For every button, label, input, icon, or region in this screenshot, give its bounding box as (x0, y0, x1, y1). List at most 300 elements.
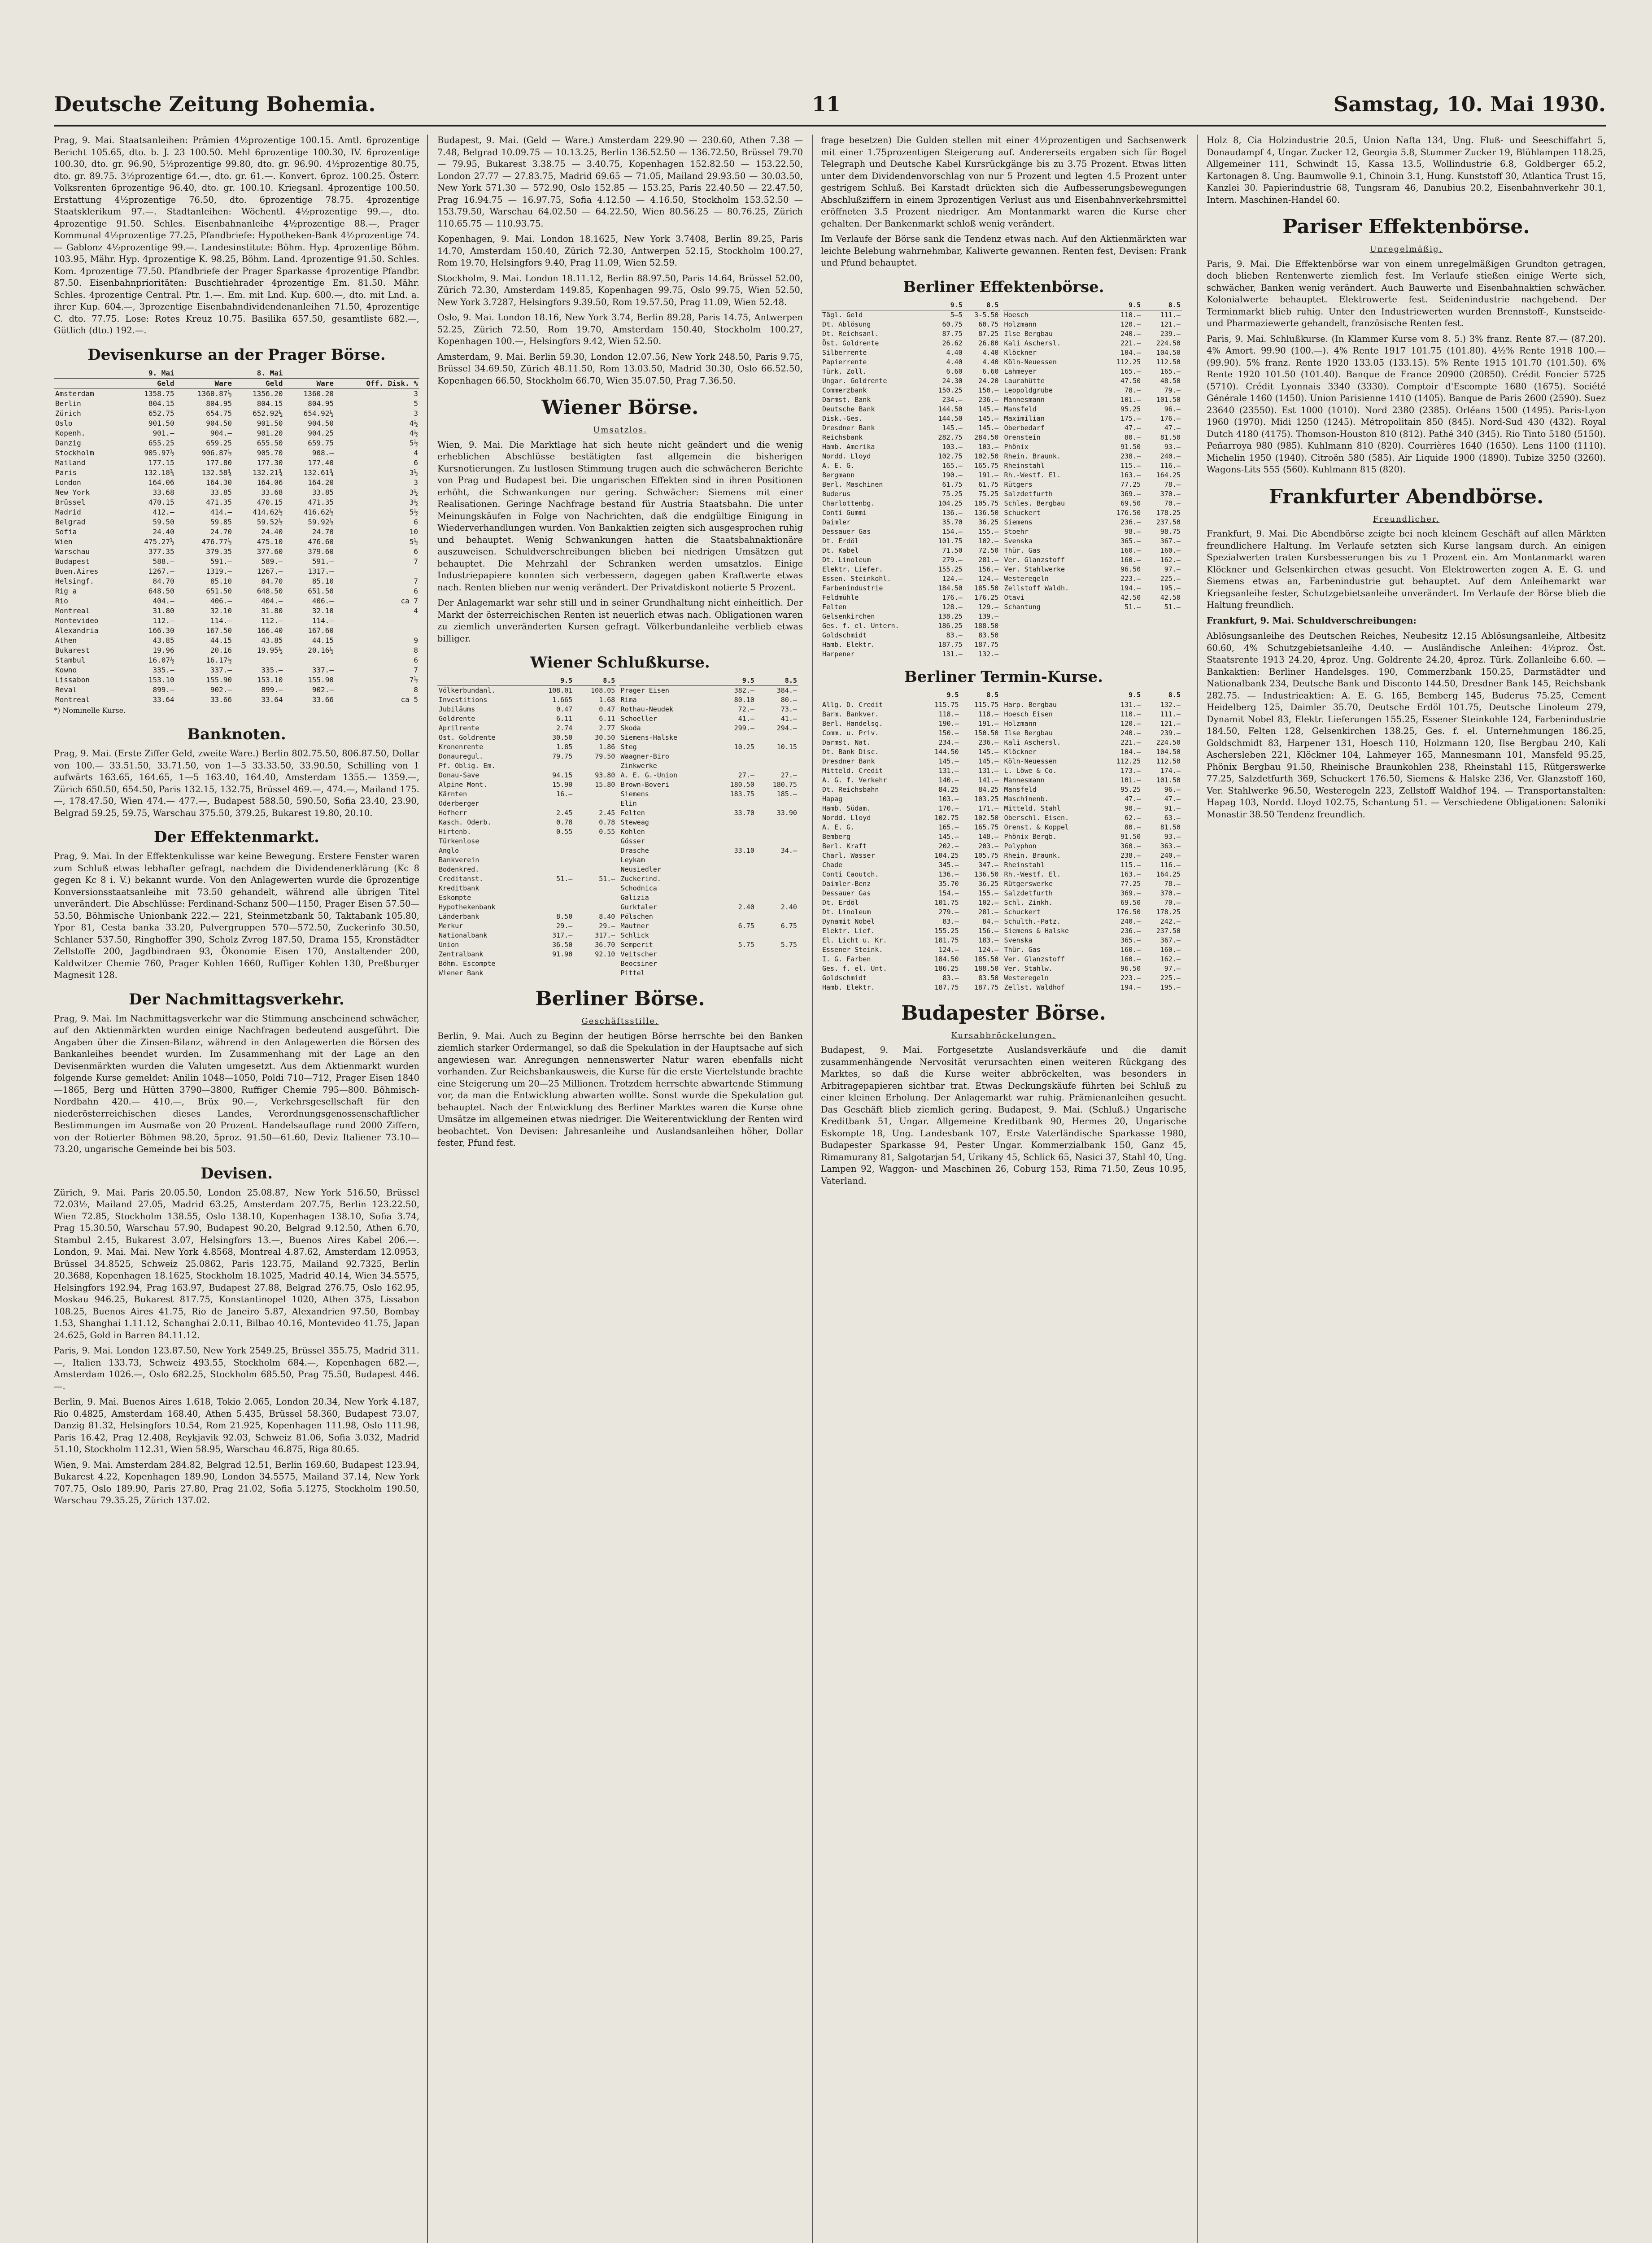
table-cell: Rh.-Westf. El. (1004, 870, 1061, 878)
table-cell: 337.— (312, 665, 334, 674)
table-row (54, 517, 419, 527)
table-cell: 648.50 (257, 586, 283, 595)
table-cell: 202.— (938, 842, 959, 850)
table-cell: 132.21¾ (253, 468, 283, 477)
table-cell: Rhein. Braunk. (1004, 851, 1061, 860)
table-cell: 102.50 (974, 813, 999, 822)
table-cell: Dresdner Bank (822, 757, 875, 765)
table-cell: 187.75 (974, 640, 999, 649)
table-row (1003, 555, 1182, 565)
table-cell: 145.— (978, 405, 999, 413)
table-cell: 110.— (1120, 310, 1141, 319)
table-cell: 470.15 (257, 497, 283, 506)
table-cell: 165.— (942, 461, 963, 470)
column-header: 8. Mai (233, 368, 284, 379)
table-cell: 165.— (1120, 367, 1141, 375)
column-header: Ware (176, 378, 233, 388)
table-cell: 203.— (978, 842, 999, 850)
table-row (821, 823, 1000, 832)
table-cell: 155.25 (938, 565, 963, 573)
table-row (1003, 358, 1182, 367)
table-cell: 95.25 (1120, 405, 1141, 413)
column-divider (812, 135, 813, 2243)
table-cell: 118.— (978, 710, 999, 718)
table-cell (233, 655, 284, 665)
table-row (54, 428, 419, 438)
table-cell: 8.40 (599, 912, 615, 921)
table-cell: 162.— (1160, 955, 1181, 963)
table-cell (756, 733, 798, 742)
table-cell: 140.— (938, 776, 959, 784)
table-cell: 223.— (1120, 574, 1141, 583)
table-row (821, 574, 1000, 584)
table-cell: Alexandria (55, 626, 99, 635)
table-cell: 141.— (978, 776, 999, 784)
table-row (821, 546, 1000, 555)
table-row (1003, 310, 1182, 320)
table-cell: 187.75 (974, 983, 999, 991)
table-cell: Oberschl. Eisen. (1004, 813, 1069, 822)
table-row (1003, 480, 1182, 489)
table-cell: 162.— (1160, 555, 1181, 564)
table-row (1003, 710, 1182, 719)
table-cell (531, 884, 574, 893)
table-cell: 148.— (978, 832, 999, 841)
table-cell: 234.— (942, 395, 963, 404)
table-cell: 115.75 (934, 700, 959, 709)
table-cell: 221.— (1120, 339, 1141, 347)
table-row (1003, 945, 1182, 955)
table-cell: 75.25 (978, 489, 999, 498)
table-row (437, 950, 616, 959)
stockholm-devisen: Stockholm, 9. Mai. London 18.11.12, Berlin 88.97.50, Paris 14.64, Brüssel 52.00, Zürich 72.30, Amsterdam 149.85, Kopenhagen 99.75, Oslo 99.75, Wien 52.50, New York 3.7287, Helsingfors 9.39.50, Rom 19.57.50, Prag 11.09, Wien 52.48. (437, 273, 803, 307)
table-cell: 173.— (1120, 766, 1141, 775)
table-cell: 51.— (599, 875, 615, 883)
table-cell: 31.80 (153, 606, 174, 615)
table-cell: 145.— (978, 757, 999, 765)
table-row (1003, 574, 1182, 584)
table-cell: Creditanst. (439, 875, 484, 883)
table-row (821, 395, 1000, 405)
table-cell: 41.— (738, 715, 754, 723)
table-cell: Stambul (55, 655, 86, 664)
table-cell: 71.50 (942, 546, 963, 554)
table-row (1003, 329, 1182, 339)
table-cell: Bodenkred. (439, 865, 479, 873)
wiener-schlusskurse-heading: Wiener Schlußkurse. (530, 654, 710, 672)
table-cell: Ver. Stahlw. (1004, 964, 1053, 973)
table-cell: Schulth.-Patz. (1004, 917, 1061, 925)
table-cell: 335.— (261, 665, 283, 674)
table-cell: 904.25 (308, 428, 334, 437)
table-cell: Oberbedarf (1004, 423, 1045, 432)
devisen-wien: Wien, 9. Mai. Amsterdam 284.82, Belgrad 12.51, Berlin 169.60, Budapest 123.94, Bukarest 4.22, Kopenhagen 189.90, London 34.5575, Mailand 37.14, New York 707.75, Oslo 189.90, Paris 27.80, Prag 21.02, Sofia 5.1275, Stockholm 190.50, Warschau 79.35.25, Zürich 137.02. (54, 1459, 419, 1506)
table-cell: Gelsenkirchen (822, 612, 875, 620)
table-cell: 59.85 (210, 517, 232, 526)
table-cell: Leykam (620, 856, 645, 864)
table-cell: Dessauer Gas (822, 527, 871, 536)
table-cell (756, 837, 798, 846)
table-cell: Goldrente (439, 715, 475, 723)
table-cell: 85.10 (210, 576, 232, 585)
frankfurter-schuld-text: Ablösungsanleihe des Deutschen Reiches, Neubesitz 12.15 Ablösungsanleihe, Altbesitz 60.60, 4% Schutzgebietsanleihe 4.40. — Ausländische Anleihen: 4½proz. Öst. Staatsrente 1913 24.20, 4proz. Ung. Goldrente 24.20, 4proz. Türk. Zollanleihe 6.60. — Bankaktien: Berliner Handelsges. 190, Commerzbank 150.25, Darmstädter und Nationalbank 234, Deutsche Bank und Disconto 144.50, Dresdner Bank 145, Reichsbank 282.75. — Industrieaktien: A. E. G. 165, Bemberg 145, Buderus 75.25, Cement Heidelberg 125, Daimler 35.70, Deutsche Erdöl 101.75, Deutsche Linoleum 279, Dynamit Nobel 83, Elektr. Lieferungen 155.25, Essener Steinkohle 124, Farbenindustrie 184.50, Felten 128, Gelsenkirchen 138.25, Ges. f. el. Unternehmungen 186.25, Goldschmidt 83, Harpener 131, Hoesch 110, Holzmann 120, Ilse Bergbau 240, Kali Aschersleben 221, Klöckner 104, Lahmeyer 165, Mannesmann 101, Mansfeld 95.25, Phönix Bergbau 91.50, Rheinische Braunkohlen 238, Rheinstahl 115, Rütgerswerke 77.25, Salzdetfurth 369, Schuckert 176.50, Siemens & Halske 236, Ver. Glanzstoff 160, Ver. Stahlwerke 96.50, Westeregeln 223, Zellstoff Waldhof 194. — Transportanstalten: Hapag 103, Nordd. Lloyd 102.75, Schantung 51. — Verschiedene Obligationen: Saloniki Monastir 38.50 Tendenz freundlich. (1207, 631, 1606, 820)
table-cell: 238.— (1120, 452, 1141, 460)
table-cell: 360.— (1120, 842, 1141, 850)
table-cell: Oderberger (439, 799, 479, 807)
table-row (54, 557, 419, 567)
table-cell: Feldmühle (822, 593, 859, 602)
table-cell: Kärnten (439, 790, 467, 798)
pariser-schlusskurse: Paris, 9. Mai. Schlußkurse. (In Klammer Kurse vom 8. 5.) 3% franz. Rente 87.— (87.20). 4% Amort. 99.90 (100.—). 4% Rente 1917 101.75 (101.80). 4½% Rente 1918 100.— (99.90). 5% franz. Rente 1920 133.05 (133.15). 5% Rente 1915 101.70 (101.50). 6% Rente 1920 101.50 (101.40). Banque de France 20900 (20850). Crédit Foncier 5725 (5710). Crédit Lyonnais 3340 (3330). Comptoir d'Escompte 1680 (1675). Société Générale 1460 (1450). Union Parisienne 1410 (1405). Banque de Paris 2600 (2590). Suez 23640 (23550). Est 1000 (1010). Nord 2380 (2385). Orléans 1500 (1495). Paris-Lyon 1960 (1970). Midi 1250 (1245). Métropolitain 850 (845). Nord-Sud 430 (432). Royal Dutch 4180 (4175). Thomson-Houston 810 (812). Pathé 340 (345). Rio Tinto 5180 (5150). Peñarroya 980 (985). Kuhlmann 810 (820). Courrières 1640 (1650). Lens 1100 (1110). Michelin 1950 (1940). Citroën 580 (585). Air Liquide 1900 (1890). Tubize 3250 (3260). Wagons-Lits 555 (560). Kuhlmann 815 (820). (1207, 333, 1606, 475)
table-row (1003, 785, 1182, 794)
table-cell: 804.95 (206, 399, 232, 408)
table-cell: Comm. u. Priv. (822, 729, 879, 737)
table-cell: 164.06 (148, 478, 174, 487)
table-cell (574, 761, 616, 771)
table-cell: 174.— (1160, 766, 1181, 775)
table-cell: 150.— (938, 729, 959, 737)
table-cell: Ver. Glanzstoff (1004, 555, 1065, 564)
table-cell: 20.16 (210, 646, 232, 655)
table-cell: 132.61¾ (303, 468, 334, 477)
table-cell: Lissabon (55, 675, 90, 684)
table-row (619, 761, 798, 771)
table-cell: Dt. Bank Disc. (822, 747, 879, 756)
table-cell (335, 626, 419, 636)
table-cell: 1.86 (599, 743, 615, 751)
table-cell: Berl. Handelsg. (822, 719, 883, 728)
table-row (821, 747, 1000, 757)
table-cell: Bemberg (822, 832, 851, 841)
table-row (821, 339, 1000, 348)
table-cell: 102.75 (934, 813, 959, 822)
table-cell: 24.70 (210, 527, 232, 536)
table-row (437, 808, 616, 818)
table-cell: 6 (414, 655, 418, 664)
table-row (619, 714, 798, 724)
table-cell: Stockholm (55, 448, 94, 457)
table-cell: 35.70 (942, 518, 963, 526)
pariser-text: Paris, 9. Mai. Die Effektenbörse war von einem unregelmäßigen Grundton getragen, doch blieben Rentenwerte ziemlich fest. Im Verlaufe stießen einige Werte sich, schwächer, Banken wenig verändert. Auch Bauwerte und Eisenbahnaktien schwächer. Kolonialwerte behauptet. Elektrowerte fest. Seidenindustrie nachgebend. Der Terminmarkt blieb ruhig. Unter den Industriewerten wurden Brennstoff-, Kunstseide- und Pharmaziewerte gehandelt, französische Renten fest. (1207, 258, 1606, 328)
table-cell: 60.75 (942, 320, 963, 328)
table-cell: 33.66 (210, 695, 232, 704)
table-row (1003, 386, 1182, 395)
table-row (54, 646, 419, 655)
table-row (1003, 423, 1182, 433)
table-cell: Mailand (55, 458, 86, 467)
table-cell: 379.60 (308, 547, 334, 556)
table-cell: 78.— (1125, 386, 1141, 394)
table-row (1003, 348, 1182, 358)
table-cell: Harpener (822, 650, 855, 658)
table-cell: 101.75 (934, 898, 959, 907)
table-row (821, 973, 1000, 983)
table-cell: 44.15 (210, 636, 232, 645)
column-header (821, 690, 920, 700)
table-cell: 31.80 (261, 606, 283, 615)
table-cell: 10.25 (734, 743, 754, 751)
table-cell: 0.55 (599, 828, 615, 836)
table-cell: 101.50 (1156, 395, 1181, 404)
table-cell: 104.25 (934, 851, 959, 860)
table-cell: 136.— (938, 870, 959, 878)
table-row (821, 414, 1000, 423)
table-row (821, 480, 1000, 489)
table-row (1003, 442, 1182, 452)
table-cell: 103.— (938, 794, 959, 803)
table-cell: 114.— (312, 616, 334, 625)
table-cell: 240.— (1120, 729, 1141, 737)
table-row (54, 399, 419, 409)
table-row (821, 813, 1000, 823)
table-cell: 1267.— (257, 567, 283, 576)
table-cell: Commerzbank (822, 386, 867, 394)
table-cell: 59.50 (153, 517, 174, 526)
column-header: Geld (233, 378, 284, 388)
table-row (1003, 832, 1182, 842)
table-cell: Nordd. Lloyd (822, 813, 871, 822)
table-row (1003, 461, 1182, 471)
column-header: 9.5 (713, 676, 756, 686)
table-row (821, 602, 1000, 612)
table-cell: 188.50 (974, 964, 999, 973)
table-cell: 47.— (1125, 423, 1141, 432)
table-cell: 155.— (978, 889, 999, 897)
table-cell: 8 (414, 685, 418, 694)
column-header: 9. Mai (125, 368, 176, 379)
table-cell: 183.— (978, 936, 999, 944)
table-cell: 191.— (978, 471, 999, 479)
table-row (1003, 870, 1182, 879)
table-cell: 42.50 (1120, 593, 1141, 602)
table-cell: Schles. Bergbau (1004, 499, 1065, 507)
table-cell: 105.75 (974, 499, 999, 507)
table-cell: 24.40 (153, 527, 174, 536)
table-row (619, 865, 798, 874)
table-row (1003, 602, 1182, 612)
table-row (1003, 593, 1182, 602)
table-cell: 7 (414, 557, 418, 566)
table-cell: Svenska (1004, 537, 1033, 545)
table-cell: Darmst. Nat. (822, 738, 871, 746)
table-cell: Schlick (620, 931, 649, 939)
table-cell: 47.50 (1120, 376, 1141, 385)
table-row (821, 650, 1000, 659)
table-cell: 112.— (153, 616, 174, 625)
table-cell: 176.50 (1116, 908, 1141, 916)
table-cell: 150.— (978, 386, 999, 394)
table-cell: Kali Aschersl. (1004, 738, 1061, 746)
table-row (821, 757, 1000, 766)
table-row (1003, 489, 1182, 499)
banknoten-heading: Banknoten. (187, 725, 286, 743)
table-cell: 105.75 (974, 851, 999, 860)
table-row (1003, 889, 1182, 898)
table-cell: 33.90 (776, 809, 797, 817)
table-cell: 369.— (1120, 889, 1141, 897)
table-cell: 77.25 (1120, 480, 1141, 489)
table-cell: Dt. Erdöl (822, 537, 859, 545)
table-cell: 345.— (938, 860, 959, 869)
table-cell: Ver. Stahlwerke (1004, 565, 1065, 573)
table-cell: ca 7 (401, 596, 418, 605)
table-cell: 0.47 (556, 705, 573, 713)
table-cell: Oslo (55, 419, 73, 428)
table-row (1003, 508, 1182, 518)
table-row (821, 584, 1000, 593)
table-cell: Schantung (1004, 602, 1041, 611)
table-cell: 906.87½ (201, 448, 232, 457)
table-row (54, 448, 419, 458)
table-cell: 281.— (978, 908, 999, 916)
table-row (54, 636, 419, 646)
table-row (437, 827, 616, 837)
table-cell: 7 (414, 576, 418, 585)
table-row (821, 851, 1000, 860)
table-cell: 377.60 (257, 547, 283, 556)
table-cell (756, 761, 798, 771)
table-cell: Gurktaler (620, 903, 657, 911)
table-row (1003, 729, 1182, 738)
table-cell: 178.25 (1156, 908, 1181, 916)
table-cell: 47.— (1164, 423, 1181, 432)
table-row (619, 808, 798, 818)
table-cell (574, 837, 616, 846)
column-header (284, 368, 336, 379)
table-cell: 185.50 (974, 584, 999, 592)
table-cell (756, 818, 798, 827)
column-header (54, 368, 125, 379)
table-cell: 131.— (978, 766, 999, 775)
table-cell: 178.25 (1156, 508, 1181, 517)
table-cell: 652.75 (148, 409, 174, 418)
table-cell: 369.— (1120, 489, 1141, 498)
table-row (821, 621, 1000, 631)
table-cell (574, 884, 616, 893)
table-cell: 19.96 (153, 646, 174, 655)
table-cell: 163.— (1120, 870, 1141, 878)
table-row (1003, 414, 1182, 423)
table-cell: Lahmeyer (1004, 367, 1037, 375)
table-cell: 43.85 (153, 636, 174, 645)
table-cell: Berlin (55, 399, 81, 408)
table-cell (713, 969, 756, 978)
table-row (437, 705, 616, 714)
table-cell: 110.— (1120, 710, 1141, 718)
table-cell: Dt. Linoleum (822, 555, 871, 564)
table-cell: 73.— (780, 705, 797, 713)
table-cell: 190.— (938, 719, 959, 728)
table-row (821, 955, 1000, 964)
table-cell: Mautner (620, 922, 649, 930)
table-cell: 4½ (409, 419, 418, 428)
table-cell: 3½ (409, 497, 418, 506)
table-cell: 176.— (942, 593, 963, 602)
table-cell: Merkur (439, 922, 463, 930)
table-row (1003, 700, 1182, 710)
table-cell: 32.10 (210, 606, 232, 615)
column-header (54, 378, 125, 388)
table-cell: Zürich (55, 409, 81, 418)
table-cell: Türkenlose (439, 837, 479, 845)
table-row (821, 794, 1000, 804)
table-cell: 5—5 (950, 310, 963, 319)
table-cell: 6.75 (780, 922, 797, 930)
table-cell: 365.— (1120, 537, 1141, 545)
termin-kurse-right (1003, 690, 1182, 992)
table-cell: 84.— (982, 917, 999, 925)
table-row (821, 832, 1000, 842)
table-cell: 120.— (1120, 719, 1141, 728)
table-cell: 335.— (153, 665, 174, 674)
table-row (437, 742, 616, 752)
table-cell: 237.50 (1156, 926, 1181, 935)
table-cell: 131.— (1120, 700, 1141, 709)
table-cell: Donau-Save (439, 771, 479, 779)
table-row (821, 898, 1000, 908)
devisen-footnote: *) Nominelle Kurse. (54, 706, 126, 715)
table-row (821, 508, 1000, 518)
table-cell: 101.75 (938, 537, 963, 545)
table-cell: 26.80 (978, 339, 999, 347)
table-cell: 382.— (734, 686, 754, 694)
table-cell: 98.75 (1160, 527, 1181, 536)
table-cell: Siemens (1004, 518, 1033, 526)
table-cell: Farbenindustrie (822, 584, 883, 592)
table-cell: 61.75 (942, 480, 963, 489)
pariser-effektenboerse-heading: Pariser Effektenbörse. (1282, 215, 1530, 238)
table-cell: Dessauer Gas (822, 889, 871, 897)
table-cell: Pittel (620, 969, 645, 977)
table-cell: 240.— (1120, 329, 1141, 338)
table-cell: 905.70 (257, 448, 283, 457)
table-cell: Papierrente (822, 358, 867, 366)
table-cell: 238.— (1120, 851, 1141, 860)
column-1 (54, 135, 419, 1510)
table-cell (756, 893, 798, 903)
table-cell: 659.75 (308, 438, 334, 447)
table-cell: 59.92½ (308, 517, 334, 526)
table-cell: Länderbank (439, 912, 479, 921)
table-cell: 70.— (1164, 898, 1181, 907)
table-cell: 904.50 (308, 419, 334, 428)
table-cell: 416.62½ (303, 507, 334, 516)
table-cell: 80.— (1125, 433, 1141, 441)
table-cell: Berl. Maschinen (822, 480, 883, 489)
frankfurter-schuld-title: Frankfurt, 9. Mai. Schuldverschreibungen: (1207, 615, 1417, 626)
table-cell: 145.— (938, 832, 959, 841)
table-cell: Steg (620, 743, 637, 751)
table-row (821, 785, 1000, 794)
table-cell (713, 912, 756, 921)
table-cell: 69.50 (1120, 898, 1141, 907)
table-cell: 83.50 (978, 973, 999, 982)
frankfurter-text: Frankfurt, 9. Mai. Die Abendbörse zeigte bei noch kleinem Geschäft auf allen Märkten freundlichere Haltung. Im Verlaufe setzten sich Kurse langsam durch. An einigen Spezialwerten traten Kursbesserungen bis zu 1 Prozent ein. Am Montanmarkt waren Klöckner und Gelsenkirchen etwas gesucht. Von Elektrowerten zogen A. E. G. und Siemens etwas an, Farbenindustrie gut behauptet. Auf dem Anleihemarkt war Kriegsanleihe fester, Schutzgebietsanleihe unverändert. Im Verlaufe der Börse blieb die Haltung freundlich. (1207, 528, 1606, 610)
table-cell: 166.30 (148, 626, 174, 635)
table-row (821, 555, 1000, 565)
table-cell: 83.— (942, 917, 959, 925)
table-cell: 101.— (1120, 395, 1141, 404)
table-cell (713, 837, 756, 846)
table-cell: 191.— (978, 719, 999, 728)
table-cell: 2.77 (599, 724, 615, 732)
table-cell: 34.— (780, 847, 797, 855)
table-cell: Dt. Erdöl (822, 898, 859, 907)
table-cell: Schuckert (1004, 908, 1041, 916)
table-cell: Sofia (55, 527, 77, 536)
table-cell: Laurahütte (1004, 376, 1045, 385)
table-cell: 78.— (1164, 879, 1181, 888)
